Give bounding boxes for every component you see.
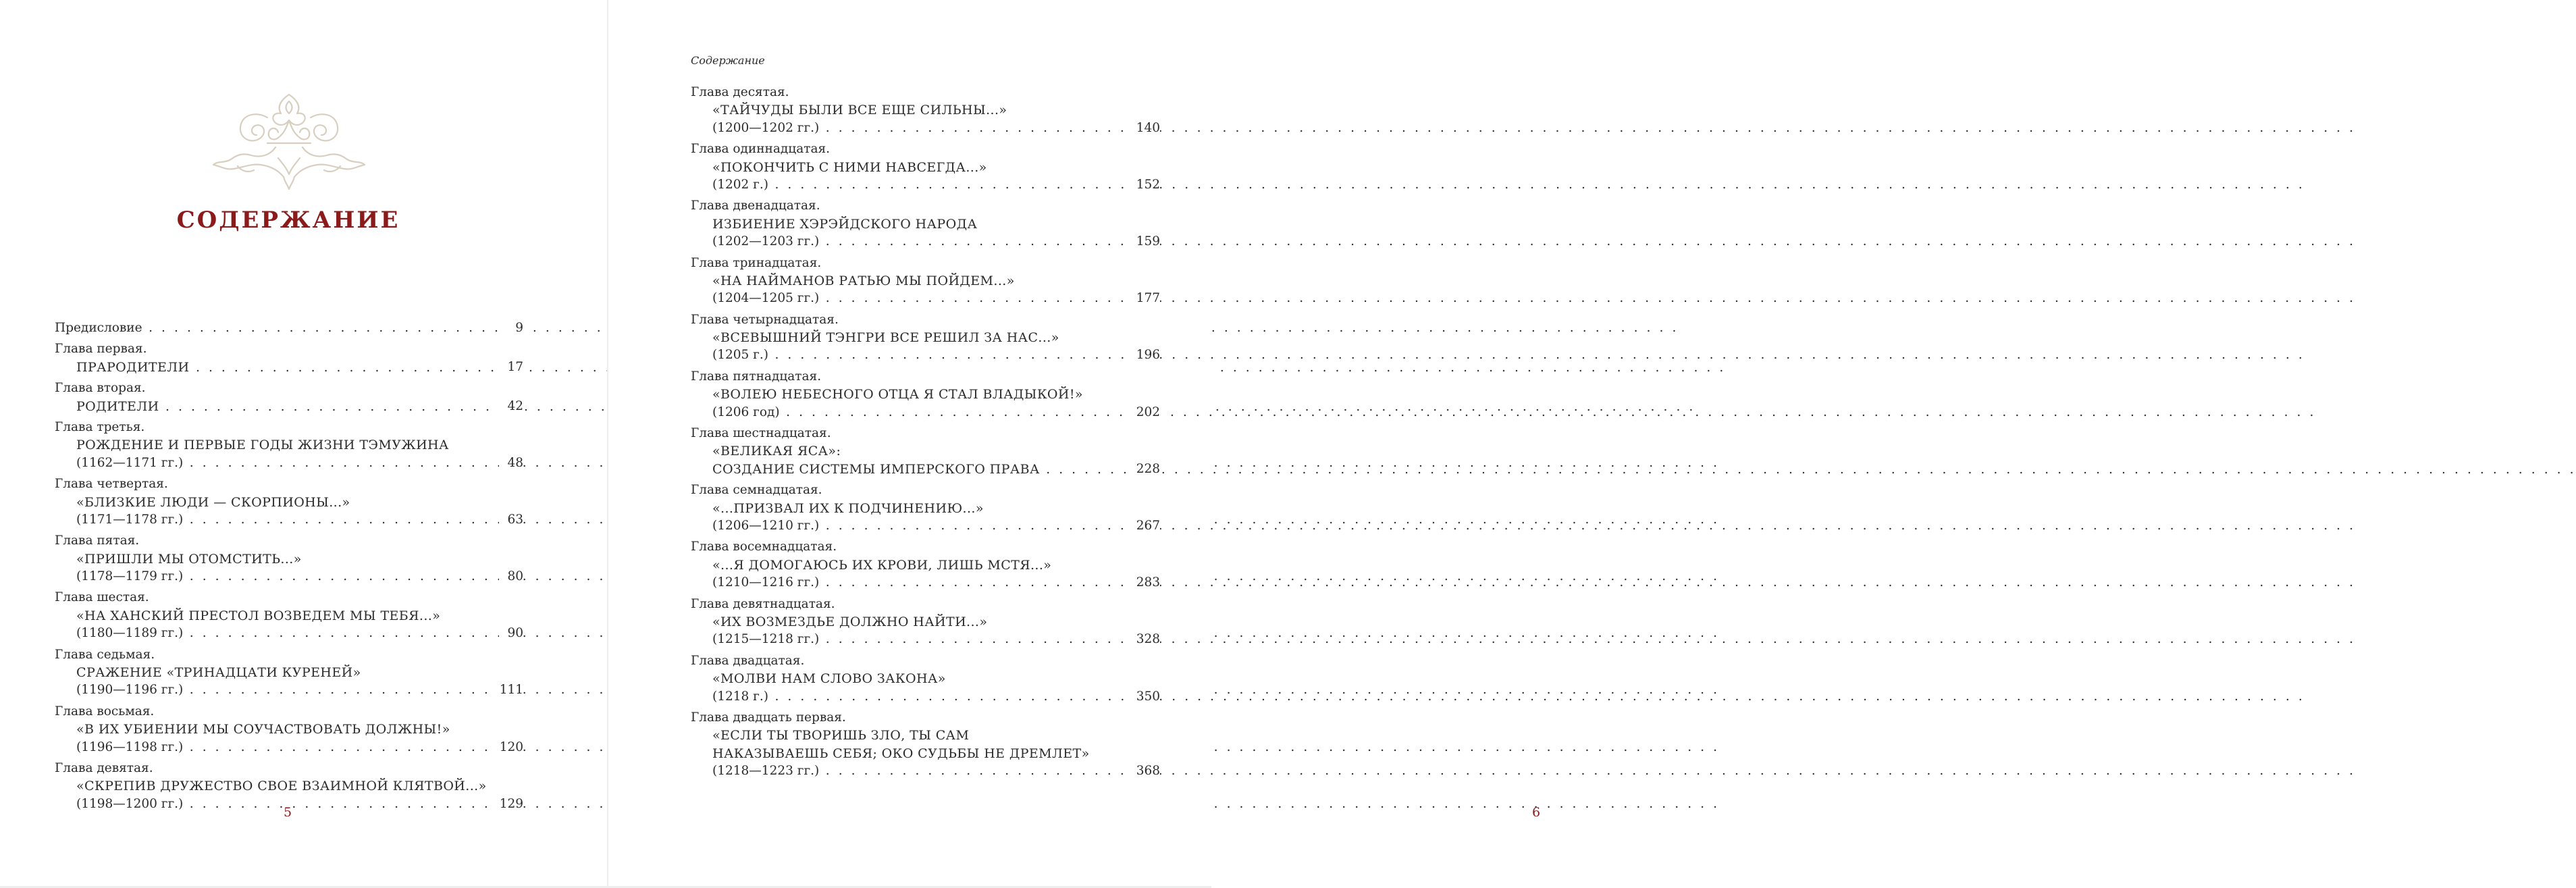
chapter-label: Глава третья. bbox=[55, 419, 145, 434]
entry-title: «ВОЛЕЮ НЕБЕСНОГО ОТЦА Я СТАЛ ВЛАДЫКОЙ!» bbox=[712, 387, 1083, 402]
toc-entry[interactable] bbox=[55, 703, 523, 756]
entry-years: (1200—1202 гг.) bbox=[712, 120, 820, 135]
page-number: 196 bbox=[1128, 346, 1160, 364]
chapter-label: Глава первая. bbox=[55, 342, 147, 357]
page-number: 42 bbox=[499, 398, 523, 415]
toc-line bbox=[691, 574, 1160, 592]
entry-title: «СКРЕПИВ ДРУЖЕСТВО СВОЕ ВЗАИМНОЙ КЛЯТВОЙ...» bbox=[76, 779, 487, 794]
entry-years: (1218 г.) bbox=[712, 689, 768, 704]
toc-entry[interactable] bbox=[55, 532, 523, 585]
page-number: 283 bbox=[1128, 574, 1160, 592]
page-number: 140 bbox=[1128, 120, 1160, 137]
entry-title: ИЗБИЕНИЕ ХЭРЭЙДСКОГО НАРОДА bbox=[712, 216, 978, 232]
chapter-label: Глава двадцатая. bbox=[691, 653, 805, 668]
entry-years: (1218—1223 гг.) bbox=[712, 764, 820, 779]
decorative-scroll-ornament-icon bbox=[211, 90, 367, 190]
entry-title: РОЖДЕНИЕ И ПЕРВЫЕ ГОДЫ ЖИЗНИ ТЭМУЖИНА bbox=[76, 438, 449, 453]
entry-title: «...ПРИЗВАЛ ИХ К ПОДЧИНЕНИЮ...» bbox=[712, 500, 984, 516]
chapter-label: Глава десятая. bbox=[691, 85, 789, 99]
entry-title: «ВЕЛИКАЯ ЯСА»: bbox=[712, 444, 841, 459]
chapter-label: Глава седьмая. bbox=[55, 647, 155, 662]
right-page bbox=[608, 0, 1541, 888]
entry-years: (1180—1189 гг.) bbox=[76, 626, 184, 641]
entry-years: (1162—1171 гг.) bbox=[76, 455, 184, 470]
entry-years: (1206 год) bbox=[712, 404, 780, 419]
entry-years: (1205 г.) bbox=[712, 348, 768, 363]
chapter-label: Глава четвертая. bbox=[55, 477, 168, 492]
toc-entry[interactable] bbox=[55, 475, 523, 529]
entry-title: «БЛИЗКИЕ ЛЮДИ — СКОРПИОНЫ...» bbox=[76, 494, 350, 510]
page-number: 129 bbox=[492, 795, 523, 813]
page-number: 9 bbox=[507, 319, 523, 337]
toc-entry[interactable] bbox=[55, 380, 523, 415]
chapter-label: Глава восьмая. bbox=[55, 704, 155, 719]
chapter-label: Глава четырнадцатая. bbox=[691, 312, 839, 327]
chapter-label: Глава тринадцатая. bbox=[691, 255, 822, 270]
entry-title: «...Я ДОМОГАЮСЬ ИХ КРОВИ, ЛИШЬ МСТЯ...» bbox=[712, 557, 1052, 573]
toc-entry[interactable] bbox=[691, 652, 1160, 706]
page-number: 368 bbox=[1128, 762, 1160, 780]
toc-line bbox=[55, 568, 523, 585]
toc-line bbox=[691, 461, 1160, 478]
chapter-label: Глава вторая. bbox=[55, 381, 146, 396]
page-number: 63 bbox=[499, 511, 523, 529]
toc-line bbox=[55, 625, 523, 642]
toc-list-right bbox=[691, 84, 1160, 783]
page-number: 120 bbox=[492, 739, 523, 756]
toc-entry[interactable] bbox=[691, 425, 1160, 478]
entry-years: (1196—1198 гг.) bbox=[76, 739, 184, 754]
toc-line bbox=[691, 688, 1160, 706]
toc-line bbox=[55, 359, 523, 376]
entry-title: «ТАЙЧУДЫ БЫЛИ ВСЕ ЕЩЕ СИЛЬНЫ...» bbox=[712, 103, 1007, 118]
toc-entry[interactable] bbox=[691, 481, 1160, 535]
entry-title: ПРАРОДИТЕЛИ bbox=[76, 359, 190, 375]
entry-title: «НА ХАНСКИЙ ПРЕСТОЛ ВОЗВЕДЕМ МЫ ТЕБЯ...» bbox=[76, 608, 441, 623]
toc-line bbox=[691, 762, 1160, 780]
entry-title: «В ИХ УБИЕНИИ МЫ СОУЧАСТВОВАТЬ ДОЛЖНЫ!» bbox=[76, 722, 450, 737]
chapter-label: Глава семнадцатая. bbox=[691, 483, 822, 498]
toc-entry[interactable] bbox=[691, 538, 1160, 592]
entry-title: «ВСЕВЫШНИЙ ТЭНГРИ ВСЕ РЕШИЛ ЗА НАС...» bbox=[712, 330, 1059, 346]
chapter-label: Глава двадцать первая. bbox=[691, 710, 846, 725]
entry-title: «ПОКОНЧИТЬ С НИМИ НАВСЕГДА...» bbox=[712, 159, 987, 175]
toc-entry[interactable] bbox=[691, 709, 1160, 781]
page-number: 90 bbox=[499, 625, 523, 642]
entry-title: РОДИТЕЛИ bbox=[76, 398, 159, 414]
toc-line bbox=[691, 517, 1160, 535]
chapter-label: Глава шестнадцатая. bbox=[691, 426, 831, 441]
toc-entry[interactable] bbox=[55, 419, 523, 472]
page-number: 202 bbox=[1128, 404, 1160, 421]
entry-title: «НА НАЙМАНОВ РАТЬЮ МЫ ПОЙДЕМ...» bbox=[712, 273, 1015, 288]
page-number: 267 bbox=[1128, 517, 1160, 535]
toc-entry[interactable] bbox=[691, 255, 1160, 308]
entry-title: «МОЛВИ НАМ СЛОВО ЗАКОНА» bbox=[712, 671, 946, 687]
entry-years: (1190—1196 гг.) bbox=[76, 683, 184, 698]
running-head: Содержание bbox=[691, 54, 765, 67]
page-number: 159 bbox=[1128, 233, 1160, 251]
toc-line bbox=[691, 404, 1160, 421]
chapter-label: Глава девятая. bbox=[55, 760, 153, 775]
entry-years: (1210—1216 гг.) bbox=[712, 575, 820, 590]
entry-years: (1178—1179 гг.) bbox=[76, 569, 184, 584]
entry-title: «ЕСЛИ ТЫ ТВОРИШЬ ЗЛО, ТЫ САМ bbox=[712, 728, 970, 743]
toc-entry[interactable] bbox=[691, 140, 1160, 194]
toc-line bbox=[55, 319, 523, 337]
entry-title-continued: НАКАЗЫВАЕШЬ СЕБЯ; ОКО СУДЬБЫ НЕ ДРЕМЛЕТ» bbox=[712, 746, 1090, 761]
toc-line bbox=[691, 120, 1160, 137]
page-number: 152 bbox=[1128, 176, 1160, 194]
page-number: 17 bbox=[499, 359, 523, 376]
toc-list-left bbox=[55, 319, 523, 816]
toc-entry[interactable] bbox=[691, 596, 1160, 649]
chapter-label: Глава девятнадцатая. bbox=[691, 596, 835, 611]
toc-line bbox=[55, 511, 523, 529]
toc-entry[interactable] bbox=[691, 197, 1160, 251]
toc-line bbox=[691, 233, 1160, 251]
toc-entry[interactable] bbox=[55, 589, 523, 642]
entry-title: «ИХ ВОЗМЕЗДЬЕ ДОЛЖНО НАЙТИ...» bbox=[712, 614, 988, 629]
toc-line bbox=[691, 290, 1160, 307]
toc-line bbox=[55, 398, 523, 415]
left-page bbox=[0, 0, 607, 888]
entry-years: (1202 г.) bbox=[712, 177, 768, 192]
chapter-label: Глава пятая. bbox=[55, 533, 140, 548]
entry-title-continued: СОЗДАНИЕ СИСТЕМЫ ИМПЕРСКОГО ПРАВА bbox=[712, 461, 1040, 477]
toc-entry-preface[interactable] bbox=[55, 319, 523, 337]
chapter-label: Глава шестая. bbox=[55, 590, 149, 605]
toc-line bbox=[691, 176, 1160, 194]
page-folio: 5 bbox=[284, 805, 292, 820]
page-number: 48 bbox=[499, 454, 523, 472]
entry-years: (1198—1200 гг.) bbox=[76, 796, 184, 811]
toc-entry[interactable] bbox=[691, 84, 1160, 137]
page-number: 350 bbox=[1128, 688, 1160, 706]
chapter-label: Глава восемнадцатая. bbox=[691, 540, 837, 554]
entry-years: (1206—1210 гг.) bbox=[712, 518, 820, 533]
page-number: 328 bbox=[1128, 631, 1160, 648]
toc-entry[interactable] bbox=[691, 368, 1160, 421]
toc-line bbox=[691, 631, 1160, 648]
page-number: 80 bbox=[499, 568, 523, 585]
entry-title: Предисловие bbox=[55, 321, 142, 335]
entry-years: (1171—1178 гг.) bbox=[76, 512, 184, 527]
page-number: 111 bbox=[492, 681, 523, 699]
page-number: 177 bbox=[1128, 290, 1160, 307]
toc-line bbox=[55, 454, 523, 472]
page-number: 228 bbox=[1128, 461, 1160, 478]
toc-line bbox=[55, 681, 523, 699]
toc-entry[interactable] bbox=[691, 311, 1160, 365]
entry-years: (1204—1205 гг.) bbox=[712, 291, 820, 306]
entry-years: (1215—1218 гг.) bbox=[712, 632, 820, 647]
toc-line bbox=[55, 739, 523, 756]
chapter-label: Глава одиннадцатая. bbox=[691, 142, 831, 157]
page-folio: 6 bbox=[1532, 805, 1541, 820]
toc-line bbox=[691, 346, 1160, 364]
entry-title: «ПРИШЛИ МЫ ОТОМСТИТЬ...» bbox=[76, 551, 302, 567]
chapter-label: Глава пятнадцатая. bbox=[691, 369, 822, 384]
toc-entry[interactable] bbox=[55, 340, 523, 376]
entry-title: СРАЖЕНИЕ «ТРИНАДЦАТИ КУРЕНЕЙ» bbox=[76, 665, 361, 681]
chapter-label: Глава двенадцатая. bbox=[691, 199, 820, 213]
toc-entry[interactable] bbox=[55, 646, 523, 700]
page-title: СОДЕРЖАНИЕ bbox=[176, 207, 400, 234]
entry-years: (1202—1203 гг.) bbox=[712, 234, 820, 249]
